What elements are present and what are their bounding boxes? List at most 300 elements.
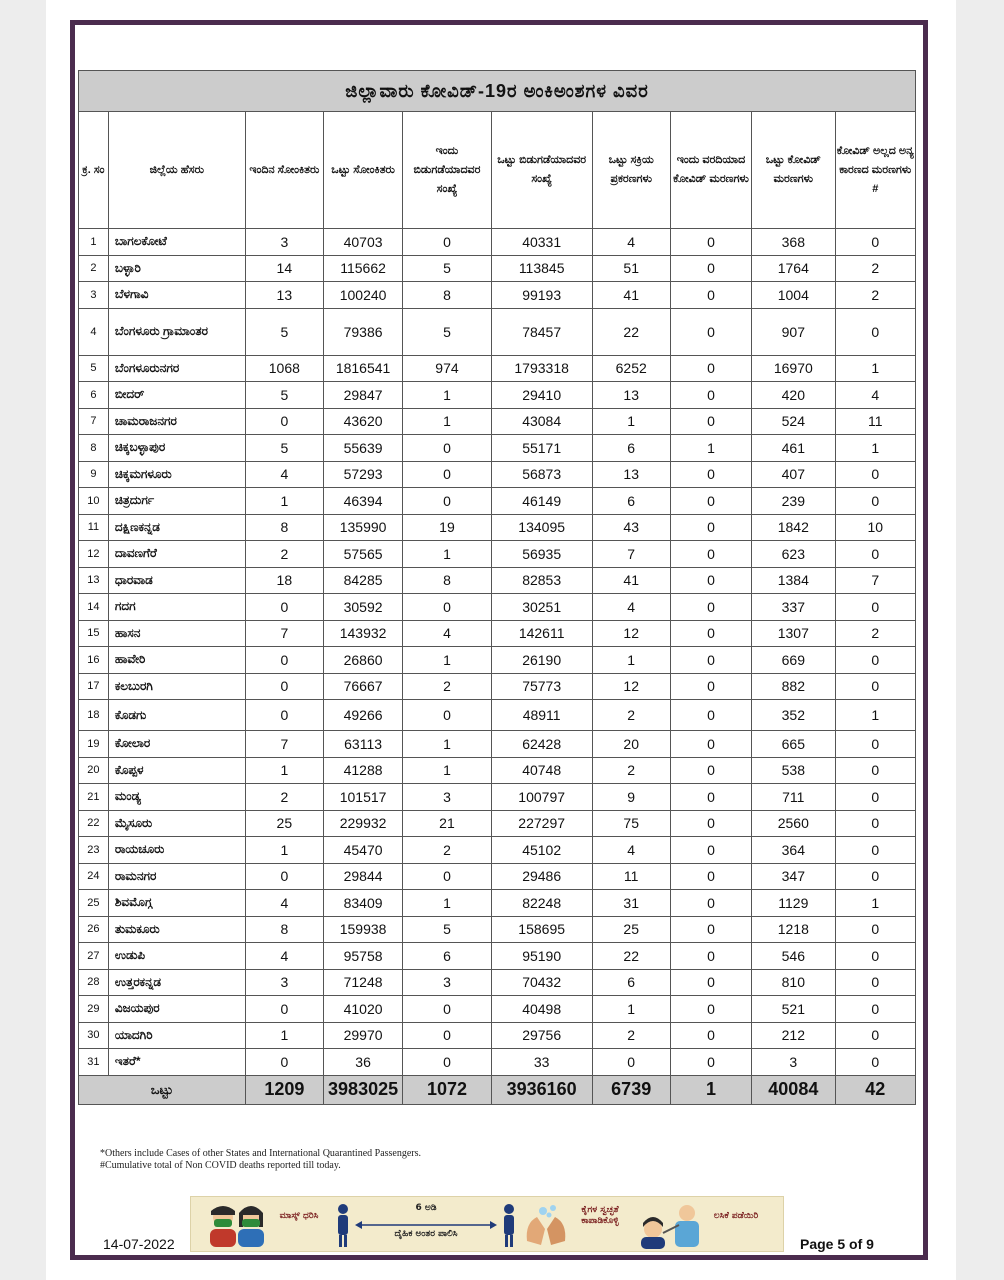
value-cell: 0 [403, 700, 492, 731]
serial-cell: 31 [79, 1049, 109, 1076]
value-cell: 524 [752, 408, 835, 435]
value-cell: 8 [245, 514, 323, 541]
value-cell: 158695 [491, 916, 592, 943]
district-name-cell: ಕೊಡಗು [108, 700, 245, 731]
value-cell: 0 [670, 890, 751, 917]
value-cell: 16970 [752, 355, 835, 382]
mask-people-icon [205, 1203, 269, 1247]
table-row [79, 461, 916, 488]
page-prefix: Page [800, 1236, 838, 1252]
value-cell: 227297 [491, 810, 592, 837]
value-cell: 0 [245, 863, 323, 890]
value-cell: 1384 [752, 567, 835, 594]
value-cell: 2 [245, 541, 323, 568]
serial-cell: 5 [79, 355, 109, 382]
value-cell: 26190 [491, 647, 592, 674]
total-value: 3936160 [491, 1075, 592, 1104]
value-cell: 40703 [323, 229, 402, 256]
district-name-cell: ಕೊಪ್ಪಳ [108, 757, 245, 784]
value-cell: 29410 [491, 382, 592, 409]
serial-cell: 19 [79, 731, 109, 758]
value-cell: 55639 [323, 435, 402, 462]
value-cell: 56873 [491, 461, 592, 488]
value-cell: 1 [403, 731, 492, 758]
value-cell: 0 [835, 541, 916, 568]
value-cell: 669 [752, 647, 835, 674]
table-row [79, 408, 916, 435]
value-cell: 29844 [323, 863, 402, 890]
value-cell: 12 [592, 620, 670, 647]
value-cell: 1 [403, 890, 492, 917]
value-cell: 2 [835, 255, 916, 282]
value-cell: 56935 [491, 541, 592, 568]
serial-cell: 9 [79, 461, 109, 488]
hand-hygiene-text: ಕೈಗಳ ಸ್ವಚ್ಛತೆ ಕಾಪಾಡಿಕೊಳ್ಳಿ [581, 1205, 619, 1226]
table-row [79, 890, 916, 917]
value-cell: 29756 [491, 1022, 592, 1049]
district-name-cell: ಧಾರವಾಡ [108, 567, 245, 594]
table-row [79, 700, 916, 731]
district-name-cell: ಚಿತ್ರದುರ್ಗ [108, 488, 245, 515]
value-cell: 30251 [491, 594, 592, 621]
value-cell: 10 [835, 514, 916, 541]
table-row [79, 255, 916, 282]
value-cell: 19 [403, 514, 492, 541]
table-row [79, 810, 916, 837]
value-cell: 1 [245, 757, 323, 784]
value-cell: 1793318 [491, 355, 592, 382]
value-cell: 907 [752, 308, 835, 355]
value-cell: 5 [245, 382, 323, 409]
table-row [79, 620, 916, 647]
value-cell: 41 [592, 567, 670, 594]
value-cell: 2 [592, 1022, 670, 1049]
value-cell: 21 [403, 810, 492, 837]
value-cell: 4 [245, 890, 323, 917]
value-cell: 665 [752, 731, 835, 758]
value-cell: 0 [245, 673, 323, 700]
district-name-cell: ಬೆಳಗಾವಿ [108, 282, 245, 309]
distance-text: ದೈಹಿಕ ಅಂತರ ಪಾಲಿಸಿ [394, 1229, 458, 1239]
table-row [79, 916, 916, 943]
value-cell: 1842 [752, 514, 835, 541]
value-cell: 0 [835, 784, 916, 811]
value-cell: 78457 [491, 308, 592, 355]
value-cell: 0 [403, 594, 492, 621]
value-cell: 45470 [323, 837, 402, 864]
value-cell: 0 [592, 1049, 670, 1076]
value-cell: 7 [245, 620, 323, 647]
serial-cell: 24 [79, 863, 109, 890]
value-cell: 0 [670, 647, 751, 674]
value-cell: 368 [752, 229, 835, 256]
district-name-cell: ದಕ್ಷಿಣಕನ್ನಡ [108, 514, 245, 541]
value-cell: 13 [592, 461, 670, 488]
value-cell: 57565 [323, 541, 402, 568]
value-cell: 407 [752, 461, 835, 488]
vaccination-icon [639, 1201, 709, 1249]
value-cell: 82853 [491, 567, 592, 594]
table-row [79, 488, 916, 515]
value-cell: 1 [403, 647, 492, 674]
district-name-cell: ಚಿಕ್ಕಬಳ್ಳಾಪುರ [108, 435, 245, 462]
value-cell: 2560 [752, 810, 835, 837]
covid-district-table [78, 70, 916, 1105]
value-cell: 41020 [323, 996, 402, 1023]
value-cell: 882 [752, 673, 835, 700]
district-name-cell: ಉಡುಪಿ [108, 943, 245, 970]
column-header: ಕ್ರ. ಸಂ [79, 112, 109, 229]
value-cell: 8 [403, 567, 492, 594]
total-label: ಒಟ್ಟು [79, 1075, 246, 1104]
value-cell: 352 [752, 700, 835, 731]
value-cell: 3 [245, 229, 323, 256]
value-cell: 0 [835, 594, 916, 621]
value-cell: 0 [835, 1049, 916, 1076]
table-row [79, 647, 916, 674]
value-cell: 46394 [323, 488, 402, 515]
value-cell: 36 [323, 1049, 402, 1076]
table-row [79, 731, 916, 758]
value-cell: 8 [403, 282, 492, 309]
value-cell: 5 [403, 255, 492, 282]
serial-cell: 12 [79, 541, 109, 568]
value-cell: 0 [835, 837, 916, 864]
value-cell: 4 [403, 620, 492, 647]
value-cell: 0 [670, 514, 751, 541]
value-cell: 142611 [491, 620, 592, 647]
serial-cell: 8 [79, 435, 109, 462]
value-cell: 0 [670, 408, 751, 435]
value-cell: 4 [245, 943, 323, 970]
value-cell: 546 [752, 943, 835, 970]
value-cell: 0 [403, 488, 492, 515]
total-value: 1 [670, 1075, 751, 1104]
value-cell: 100797 [491, 784, 592, 811]
value-cell: 0 [670, 308, 751, 355]
value-cell: 30592 [323, 594, 402, 621]
serial-cell: 30 [79, 1022, 109, 1049]
value-cell: 4 [592, 229, 670, 256]
value-cell: 0 [835, 647, 916, 674]
value-cell: 0 [245, 1049, 323, 1076]
value-cell: 1764 [752, 255, 835, 282]
district-name-cell: ಹಾಸನ [108, 620, 245, 647]
value-cell: 2 [835, 282, 916, 309]
value-cell: 43084 [491, 408, 592, 435]
table-row [79, 355, 916, 382]
value-cell: 0 [670, 1049, 751, 1076]
page-of: of [845, 1236, 867, 1252]
value-cell: 1 [835, 890, 916, 917]
total-value: 42 [835, 1075, 916, 1104]
value-cell: 13 [592, 382, 670, 409]
value-cell: 0 [245, 647, 323, 674]
value-cell: 143932 [323, 620, 402, 647]
value-cell: 0 [403, 1022, 492, 1049]
value-cell: 6 [403, 943, 492, 970]
district-name-cell: ಬೆಂಗಳೂರುನಗರ [108, 355, 245, 382]
table-row [79, 996, 916, 1023]
value-cell: 4 [592, 594, 670, 621]
value-cell: 57293 [323, 461, 402, 488]
value-cell: 1 [403, 541, 492, 568]
value-cell: 0 [835, 1022, 916, 1049]
value-cell: 4 [245, 461, 323, 488]
value-cell: 711 [752, 784, 835, 811]
value-cell: 41 [592, 282, 670, 309]
value-cell: 239 [752, 488, 835, 515]
value-cell: 6 [592, 488, 670, 515]
value-cell: 1 [592, 408, 670, 435]
value-cell: 29970 [323, 1022, 402, 1049]
value-cell: 5 [245, 308, 323, 355]
value-cell: 1 [245, 837, 323, 864]
table-row [79, 943, 916, 970]
value-cell: 0 [670, 700, 751, 731]
page-number [800, 1236, 874, 1252]
value-cell: 4 [592, 837, 670, 864]
value-cell: 83409 [323, 890, 402, 917]
value-cell: 0 [245, 996, 323, 1023]
value-cell: 31 [592, 890, 670, 917]
value-cell: 0 [670, 461, 751, 488]
value-cell: 0 [835, 996, 916, 1023]
total-value: 3983025 [323, 1075, 402, 1104]
value-cell: 623 [752, 541, 835, 568]
value-cell: 2 [245, 784, 323, 811]
vaccine-text: ಲಸಿಕೆ ಪಡೆಯಿರಿ [713, 1211, 759, 1221]
table-row [79, 863, 916, 890]
value-cell: 0 [670, 731, 751, 758]
value-cell: 0 [670, 1022, 751, 1049]
value-cell: 0 [670, 757, 751, 784]
report-date: 14-07-2022 [103, 1236, 175, 1252]
value-cell: 0 [670, 810, 751, 837]
serial-cell: 27 [79, 943, 109, 970]
value-cell: 71248 [323, 969, 402, 996]
value-cell: 46149 [491, 488, 592, 515]
table-row [79, 282, 916, 309]
district-name-cell: ಬಳ್ಳಾರಿ [108, 255, 245, 282]
value-cell: 75 [592, 810, 670, 837]
value-cell: 7 [592, 541, 670, 568]
serial-cell: 4 [79, 308, 109, 355]
value-cell: 0 [835, 673, 916, 700]
district-name-cell: ಮಂಡ್ಯ [108, 784, 245, 811]
column-header: ಇಂದು ಬಿಡುಗಡೆಯಾದವರ ಸಂಖ್ಯೆ [403, 112, 492, 229]
value-cell: 0 [670, 943, 751, 970]
serial-cell: 23 [79, 837, 109, 864]
value-cell: 82248 [491, 890, 592, 917]
hand-wash-icon [521, 1201, 571, 1249]
value-cell: 420 [752, 382, 835, 409]
value-cell: 2 [403, 837, 492, 864]
total-value: 40084 [752, 1075, 835, 1104]
value-cell: 1129 [752, 890, 835, 917]
value-cell: 0 [835, 229, 916, 256]
serial-cell: 18 [79, 700, 109, 731]
value-cell: 0 [670, 969, 751, 996]
district-name-cell: ಬಾಗಲಕೋಟೆ [108, 229, 245, 256]
value-cell: 40748 [491, 757, 592, 784]
district-name-cell: ವಿಜಯಪುರ [108, 996, 245, 1023]
value-cell: 55171 [491, 435, 592, 462]
table-body [79, 229, 916, 1076]
value-cell: 0 [670, 784, 751, 811]
table-row [79, 1022, 916, 1049]
total-value: 1209 [245, 1075, 323, 1104]
value-cell: 1816541 [323, 355, 402, 382]
value-cell: 810 [752, 969, 835, 996]
value-cell: 0 [670, 355, 751, 382]
value-cell: 0 [670, 996, 751, 1023]
value-cell: 0 [835, 810, 916, 837]
value-cell: 0 [670, 567, 751, 594]
value-cell: 9 [592, 784, 670, 811]
value-cell: 33 [491, 1049, 592, 1076]
value-cell: 18 [245, 567, 323, 594]
value-cell: 0 [403, 1049, 492, 1076]
value-cell: 1 [245, 488, 323, 515]
table-row [79, 594, 916, 621]
value-cell: 51 [592, 255, 670, 282]
value-cell: 0 [403, 996, 492, 1023]
value-cell: 0 [670, 916, 751, 943]
column-header: ಒಟ್ಟು ಸೋಂಕಿತರು [323, 112, 402, 229]
value-cell: 25 [245, 810, 323, 837]
value-cell: 101517 [323, 784, 402, 811]
table-row [79, 673, 916, 700]
serial-cell: 15 [79, 620, 109, 647]
value-cell: 0 [403, 435, 492, 462]
district-name-cell: ಯಾದಗಿರಿ [108, 1022, 245, 1049]
value-cell: 0 [245, 700, 323, 731]
value-cell: 0 [835, 757, 916, 784]
footnote-non-covid: #Cumulative total of Non COVID deaths reported till today. [100, 1160, 341, 1171]
value-cell: 79386 [323, 308, 402, 355]
district-name-cell: ಚಾಮರಾಜನಗರ [108, 408, 245, 435]
district-name-cell: ಹಾವೇರಿ [108, 647, 245, 674]
value-cell: 1 [670, 435, 751, 462]
value-cell: 0 [670, 594, 751, 621]
district-name-cell: ದಾವಣಗೆರೆ [108, 541, 245, 568]
value-cell: 6 [592, 435, 670, 462]
value-cell: 6 [592, 969, 670, 996]
value-cell: 1 [835, 700, 916, 731]
value-cell: 75773 [491, 673, 592, 700]
serial-cell: 28 [79, 969, 109, 996]
value-cell: 45102 [491, 837, 592, 864]
value-cell: 11 [592, 863, 670, 890]
value-cell: 11 [835, 408, 916, 435]
value-cell: 29847 [323, 382, 402, 409]
value-cell: 95190 [491, 943, 592, 970]
footnotes [100, 1148, 421, 1172]
value-cell: 40331 [491, 229, 592, 256]
value-cell: 1 [245, 1022, 323, 1049]
serial-cell: 14 [79, 594, 109, 621]
value-cell: 0 [403, 229, 492, 256]
table-row [79, 567, 916, 594]
serial-cell: 6 [79, 382, 109, 409]
value-cell: 2 [592, 757, 670, 784]
value-cell: 0 [670, 541, 751, 568]
value-cell: 0 [670, 255, 751, 282]
value-cell: 6252 [592, 355, 670, 382]
distance-label: 6 ಅಡಿ [415, 1203, 437, 1213]
value-cell: 29486 [491, 863, 592, 890]
serial-cell: 29 [79, 996, 109, 1023]
serial-cell: 25 [79, 890, 109, 917]
value-cell: 48911 [491, 700, 592, 731]
district-name-cell: ಬೀದರ್ [108, 382, 245, 409]
value-cell: 3 [752, 1049, 835, 1076]
table-row [79, 969, 916, 996]
district-name-cell: ಇತರೆ* [108, 1049, 245, 1076]
table-title: ಜಿಲ್ಲಾವಾರು ಕೋವಿಡ್-19ರ ಅಂಕಿಅಂಶಗಳ ವಿವರ [79, 71, 916, 112]
value-cell: 0 [835, 488, 916, 515]
value-cell: 70432 [491, 969, 592, 996]
value-cell: 3 [245, 969, 323, 996]
value-cell: 134095 [491, 514, 592, 541]
covid-guidelines-banner [190, 1196, 784, 1252]
table-row [79, 1049, 916, 1076]
column-header: ಒಟ್ಟು ಬಿಡುಗಡೆಯಾದವರ ಸಂಖ್ಯೆ [491, 112, 592, 229]
value-cell: 0 [670, 382, 751, 409]
value-cell: 43 [592, 514, 670, 541]
value-cell: 2 [403, 673, 492, 700]
value-cell: 1068 [245, 355, 323, 382]
value-cell: 229932 [323, 810, 402, 837]
serial-cell: 10 [79, 488, 109, 515]
value-cell: 41288 [323, 757, 402, 784]
district-name-cell: ಮೈಸೂರು [108, 810, 245, 837]
value-cell: 1 [403, 382, 492, 409]
value-cell: 22 [592, 943, 670, 970]
value-cell: 0 [245, 408, 323, 435]
value-cell: 62428 [491, 731, 592, 758]
column-header: ಇಂದಿನ ಸೋಂಕಿತರು [245, 112, 323, 229]
value-cell: 5 [245, 435, 323, 462]
value-cell: 95758 [323, 943, 402, 970]
serial-cell: 21 [79, 784, 109, 811]
value-cell: 26860 [323, 647, 402, 674]
value-cell: 5 [403, 916, 492, 943]
total-value: 6739 [592, 1075, 670, 1104]
value-cell: 364 [752, 837, 835, 864]
value-cell: 0 [670, 837, 751, 864]
value-cell: 1307 [752, 620, 835, 647]
value-cell: 84285 [323, 567, 402, 594]
value-cell: 14 [245, 255, 323, 282]
value-cell: 212 [752, 1022, 835, 1049]
district-name-cell: ರಾಯಚೂರು [108, 837, 245, 864]
serial-cell: 26 [79, 916, 109, 943]
value-cell: 22 [592, 308, 670, 355]
value-cell: 43620 [323, 408, 402, 435]
value-cell: 3 [403, 969, 492, 996]
table-row [79, 837, 916, 864]
column-header: ಒಟ್ಟು ಸಕ್ರಿಯ ಪ್ರಕರಣಗಳು [592, 112, 670, 229]
serial-cell: 11 [79, 514, 109, 541]
value-cell: 1004 [752, 282, 835, 309]
value-cell: 347 [752, 863, 835, 890]
mask-text: ಮಾಸ್ಕ್ ಧರಿಸಿ [279, 1211, 319, 1221]
value-cell: 3 [403, 784, 492, 811]
column-header: ಒಟ್ಟು ಕೋವಿಡ್ ಮರಣಗಳು [752, 112, 835, 229]
district-name-cell: ಚಿಕ್ಕಮಗಳೂರು [108, 461, 245, 488]
